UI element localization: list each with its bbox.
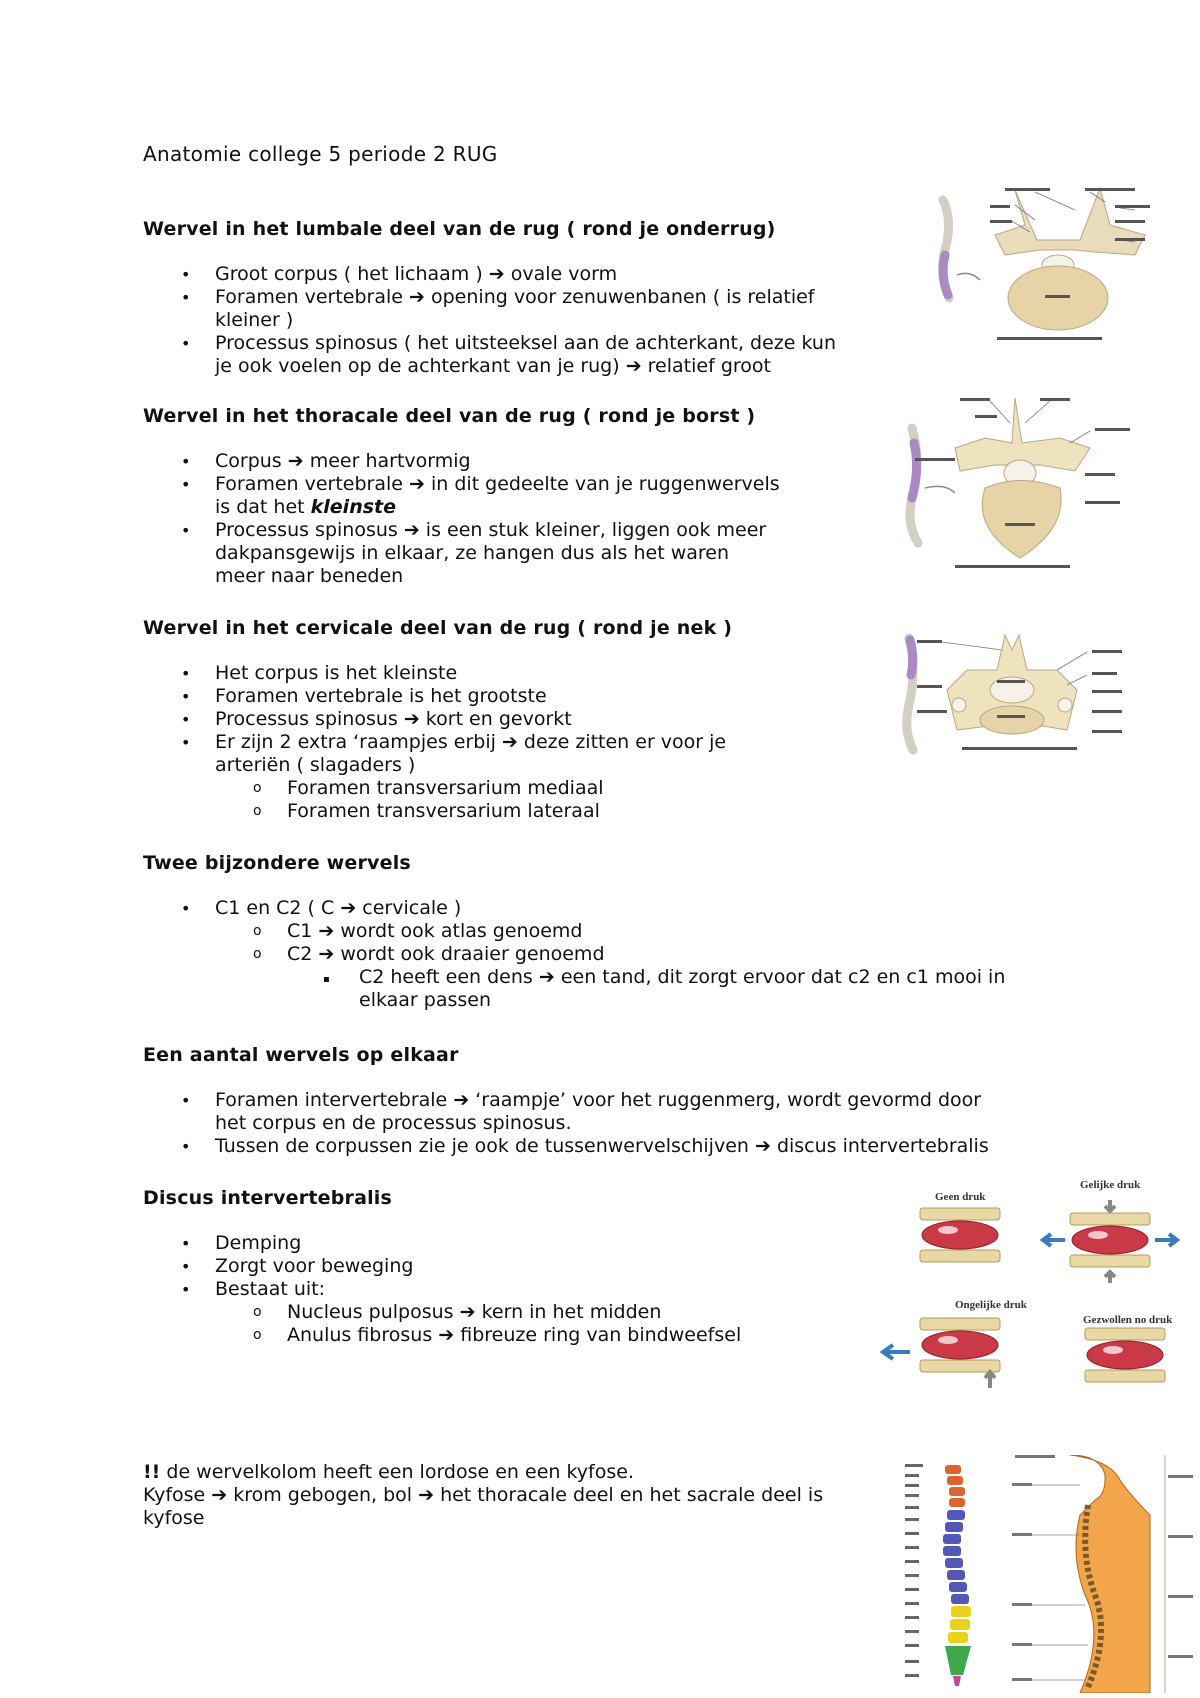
list-item bbox=[143, 708, 732, 731]
note-text: Kyfose bbox=[143, 1484, 212, 1506]
section-heading: Discus intervertebralis bbox=[143, 1187, 393, 1209]
sub-sub-list-item bbox=[143, 966, 1005, 1012]
item-text: Anulus fibrosus bbox=[287, 1324, 439, 1346]
arrow-icon: ➔ bbox=[403, 519, 420, 541]
bullet-marker: • bbox=[181, 1257, 191, 1276]
section-heading: Twee bijzondere wervels bbox=[143, 852, 411, 874]
arrow-icon: ➔ bbox=[409, 286, 425, 308]
arrow-icon: ➔ bbox=[488, 263, 505, 285]
pressure-label-equal: Gelijke druk bbox=[1080, 1179, 1141, 1191]
item-text: elkaar passen bbox=[359, 989, 492, 1011]
item-text: ovale vorm bbox=[504, 263, 618, 285]
item-text: C1 en C2 ( C bbox=[215, 897, 341, 919]
bullet-marker: • bbox=[181, 899, 191, 918]
section-lumbaal bbox=[143, 218, 836, 378]
note-emphasis: !! bbox=[143, 1461, 161, 1483]
item-text: kort en gevorkt bbox=[419, 708, 572, 730]
arrow-icon: ➔ bbox=[625, 355, 642, 377]
lumbar-vertebra-figure bbox=[935, 180, 1160, 345]
bullet-list bbox=[143, 263, 836, 378]
bullet-marker: • bbox=[181, 1280, 191, 1299]
sub-bullet-marker: o bbox=[253, 803, 262, 819]
section-cervicaal bbox=[143, 617, 732, 823]
item-text: Foramen vertebrale bbox=[215, 286, 410, 308]
arrow-icon: ➔ bbox=[287, 450, 304, 472]
bullet-marker: • bbox=[181, 664, 191, 683]
section-aantal-wervels bbox=[143, 1044, 989, 1158]
arrow-icon: ➔ bbox=[318, 943, 335, 965]
item-text: Foramen transversarium mediaal bbox=[287, 777, 604, 799]
item-text: is dat het bbox=[215, 496, 311, 518]
sub-list-item bbox=[143, 943, 1005, 966]
item-text: Processus spinosus ( het uitsteeksel aan de achterkant, deze kun bbox=[215, 332, 836, 354]
section-heading: Wervel in het cervicale deel van de rug ( rond je nek ) bbox=[143, 617, 733, 639]
sub-list-item bbox=[143, 1301, 741, 1324]
item-text: opening voor zenuwenbanen ( is relatief bbox=[424, 286, 815, 308]
sub-bullet-marker: o bbox=[253, 923, 262, 939]
bullet-list bbox=[143, 1232, 741, 1347]
note-text: het thoracale deel en het sacrale deel is bbox=[434, 1484, 824, 1506]
list-item bbox=[143, 450, 780, 473]
item-text: discus intervertebralis bbox=[770, 1135, 989, 1157]
item-text: Foramen intervertebrale bbox=[215, 1089, 454, 1111]
item-text: meer naar beneden bbox=[215, 565, 404, 587]
arrow-icon: ➔ bbox=[453, 1089, 470, 1111]
item-text: ‘raampje’ voor het ruggenmerg, wordt gevormd door bbox=[469, 1089, 982, 1111]
bullet-marker: • bbox=[181, 733, 191, 752]
item-text: Foramen vertebrale bbox=[215, 473, 410, 495]
note-text: krom gebogen, bol bbox=[227, 1484, 419, 1506]
arrow-icon: ➔ bbox=[438, 1324, 455, 1346]
item-text: is een stuk kleiner, liggen ook meer bbox=[419, 519, 767, 541]
item-text: Processus spinosus bbox=[215, 519, 404, 541]
bullet-marker: • bbox=[181, 452, 191, 471]
item-text: een tand, dit zorgt ervoor dat c2 en c1 mooi in bbox=[554, 966, 1006, 988]
arrow-icon: ➔ bbox=[538, 966, 555, 988]
item-text: kleiner ) bbox=[215, 309, 294, 331]
page-title: Anatomie college 5 periode 2 RUG bbox=[143, 142, 498, 166]
item-text: Bestaat uit: bbox=[215, 1278, 326, 1300]
item-text: Corpus bbox=[215, 450, 288, 472]
bullet-marker: • bbox=[181, 288, 191, 307]
list-item bbox=[143, 1278, 741, 1301]
item-text: Demping bbox=[215, 1232, 302, 1254]
bullet-list bbox=[143, 662, 732, 823]
bullet-marker: • bbox=[181, 334, 191, 353]
spine-profile-figure bbox=[1010, 1455, 1195, 1693]
section-heading: Wervel in het lumbale deel van de rug ( rond je onderrug) bbox=[143, 218, 776, 240]
list-item bbox=[143, 1089, 989, 1135]
item-text: wordt ook atlas genoemd bbox=[334, 920, 583, 942]
section-heading: Wervel in het thoracale deel van de rug ( rond je borst ) bbox=[143, 405, 756, 427]
section-discus bbox=[143, 1187, 741, 1347]
item-text: je ook voelen op de achterkant van je rug) bbox=[215, 355, 626, 377]
arrow-icon: ➔ bbox=[403, 708, 420, 730]
sub-list-item bbox=[143, 1324, 741, 1347]
arrow-icon: ➔ bbox=[318, 920, 335, 942]
square-bullet-marker: ▪ bbox=[323, 974, 330, 985]
section-bijzondere-wervels bbox=[143, 852, 1005, 1012]
sub-list-item bbox=[143, 800, 732, 823]
item-text: C2 heeft een dens bbox=[359, 966, 539, 988]
pressure-label-none: Geen druk bbox=[935, 1191, 986, 1203]
item-text: Foramen vertebrale is het grootste bbox=[215, 685, 547, 707]
sub-bullet-marker: o bbox=[253, 780, 262, 796]
item-text: in dit gedeelte van je ruggenwervels bbox=[424, 473, 780, 495]
list-item bbox=[143, 662, 732, 685]
bullet-list bbox=[143, 1089, 989, 1158]
sub-bullet-marker: o bbox=[253, 946, 262, 962]
item-text: C2 bbox=[287, 943, 319, 965]
sub-bullet-marker: o bbox=[253, 1327, 262, 1343]
item-text: meer hartvormig bbox=[303, 450, 471, 472]
item-text: kern in het midden bbox=[475, 1301, 662, 1323]
bullet-list bbox=[143, 897, 1005, 1012]
sub-bullet-marker: o bbox=[253, 1304, 262, 1320]
cervical-vertebra-figure bbox=[897, 630, 1142, 760]
item-text: wordt ook draaier genoemd bbox=[334, 943, 605, 965]
list-item bbox=[143, 1135, 989, 1158]
arrow-icon: ➔ bbox=[754, 1135, 771, 1157]
list-item bbox=[143, 263, 836, 286]
item-text: fibreuze ring van bindweefsel bbox=[454, 1324, 742, 1346]
section-heading: Een aantal wervels op elkaar bbox=[143, 1044, 459, 1066]
arrow-icon: ➔ bbox=[459, 1301, 476, 1323]
disc-pressure-figure bbox=[875, 1178, 1185, 1398]
arrow-icon: ➔ bbox=[418, 1484, 435, 1506]
bullet-marker: • bbox=[181, 1234, 191, 1253]
item-text: cervicale ) bbox=[356, 897, 462, 919]
bullet-marker: • bbox=[181, 475, 191, 494]
item-text: arteriën ( slagaders ) bbox=[215, 754, 416, 776]
item-text: Foramen transversarium lateraal bbox=[287, 800, 600, 822]
item-text: Tussen de corpussen zie je ook de tussenwervelschijven bbox=[215, 1135, 755, 1157]
list-item bbox=[143, 286, 836, 332]
bullet-marker: • bbox=[181, 1137, 191, 1156]
sub-list-item bbox=[143, 920, 1005, 943]
sub-list-item bbox=[143, 777, 732, 800]
thoracic-vertebra-figure bbox=[900, 393, 1130, 573]
list-item bbox=[143, 519, 780, 588]
arrow-icon: ➔ bbox=[501, 731, 518, 753]
item-text: Zorgt voor beweging bbox=[215, 1255, 414, 1277]
bullet-marker: • bbox=[181, 1091, 191, 1110]
item-text: dakpansgewijs in elkaar, ze hangen dus als het waren bbox=[215, 542, 730, 564]
item-text: C1 bbox=[287, 920, 319, 942]
note-text: kyfose bbox=[143, 1507, 205, 1529]
bullet-marker: • bbox=[181, 710, 191, 729]
item-text: relatief groot bbox=[641, 355, 771, 377]
list-item bbox=[143, 731, 732, 777]
note-text: de wervelkolom heeft een lordose en een kyfose. bbox=[160, 1461, 634, 1483]
list-item bbox=[143, 332, 836, 378]
arrow-icon: ➔ bbox=[409, 473, 425, 495]
item-text: deze zitten er voor je bbox=[517, 731, 727, 753]
spine-column-figure bbox=[905, 1460, 1000, 1692]
list-item bbox=[143, 473, 780, 519]
section-thoracaal bbox=[143, 405, 780, 588]
bullet-marker: • bbox=[181, 265, 191, 284]
bullet-marker: • bbox=[181, 687, 191, 706]
arrow-icon: ➔ bbox=[340, 897, 357, 919]
pressure-label-swollen: Gezwollen no druk bbox=[1083, 1314, 1173, 1326]
item-text: het corpus en de processus spinosus. bbox=[215, 1112, 572, 1134]
list-item bbox=[143, 897, 1005, 920]
item-text: Het corpus is het kleinste bbox=[215, 662, 458, 684]
bullet-marker: • bbox=[181, 521, 191, 540]
arrow-icon: ➔ bbox=[211, 1484, 228, 1506]
emphasis-text: kleinste bbox=[310, 496, 396, 518]
item-text: Groot corpus ( het lichaam ) bbox=[215, 263, 489, 285]
list-item bbox=[143, 1255, 741, 1278]
item-text: Processus spinosus bbox=[215, 708, 404, 730]
list-item bbox=[143, 1232, 741, 1255]
item-text: Er zijn 2 extra ‘raampjes erbij bbox=[215, 731, 502, 753]
pressure-label-unequal: Ongelijke druk bbox=[955, 1299, 1027, 1311]
bullet-list bbox=[143, 450, 780, 588]
list-item bbox=[143, 685, 732, 708]
item-text: Nucleus pulposus bbox=[287, 1301, 460, 1323]
note-paragraph bbox=[143, 1461, 883, 1530]
